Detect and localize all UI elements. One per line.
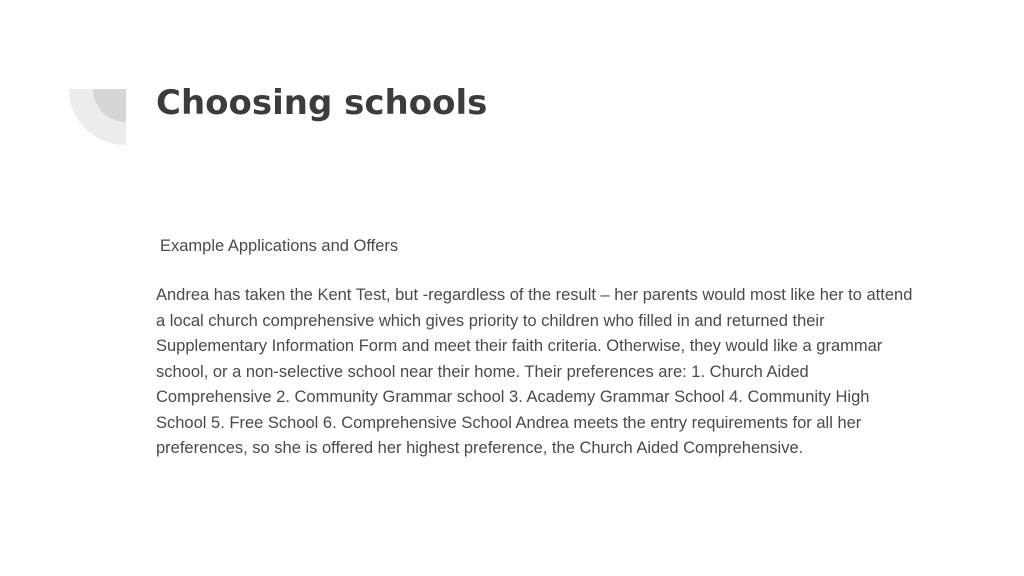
page-title: Choosing schools xyxy=(156,83,488,123)
slide-body-text: Andrea has taken the Kent Test, but -regardless of the result – her parents would most like her to attend a local church comprehensive which gives priority to children who filled in and returned their Supplementary Information Form and meet their faith criteria. Otherwise, they would like a grammar school, or a non-selective school near their home. Their preferences are: 1. Church Aided Comprehensive 2. Community Grammar school 3. Academy Grammar School 4. Community High School 5. Free School 6. Comprehensive School Andrea meets the entry requirements for all her preferences, so she is offered her highest preference, the Church Aided Comprehensive. xyxy=(156,286,913,457)
slide-subtitle: Example Applications and Offers xyxy=(160,237,399,255)
decorative-quarter-circle-icon xyxy=(69,89,126,145)
